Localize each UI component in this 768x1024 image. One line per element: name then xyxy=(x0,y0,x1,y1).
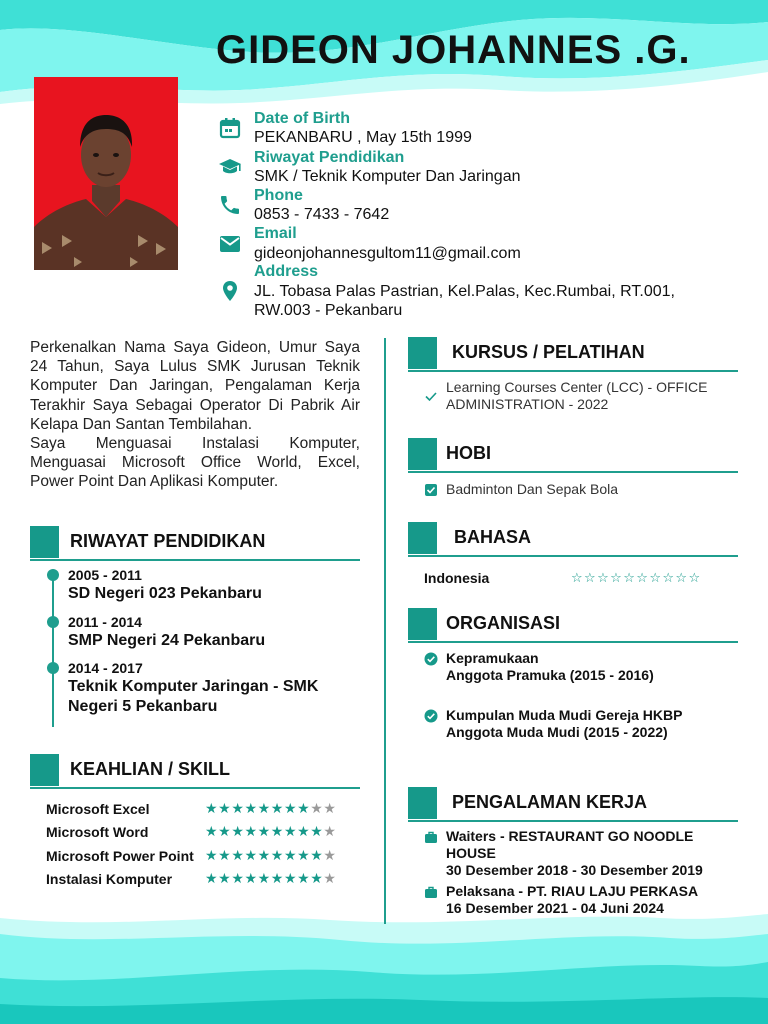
star-icon: ★ xyxy=(323,848,337,864)
education-section-header xyxy=(30,526,360,558)
star-icon: ★ xyxy=(205,871,219,887)
star-icon: ★ xyxy=(205,801,219,817)
dob-label: Date of Birth xyxy=(254,110,350,127)
star-icon: ★ xyxy=(205,848,219,864)
education-school: Teknik Komputer Jaringan - SMK Negeri 5 Pekanbaru xyxy=(68,678,319,715)
email-icon xyxy=(218,232,242,261)
skill-rating xyxy=(205,848,337,864)
skills-section-header xyxy=(30,754,360,786)
email-value[interactable]: gideonjohannesgultom11@gmail.com xyxy=(254,245,521,262)
skill-rating xyxy=(205,871,337,887)
email-label: Email xyxy=(254,225,297,242)
star-icon: ★ xyxy=(231,801,245,817)
column-divider xyxy=(384,338,386,924)
intro-text xyxy=(30,338,360,492)
star-icon: ★ xyxy=(283,848,298,864)
star-icon: ★ xyxy=(310,824,324,840)
star-icon: ★ xyxy=(218,824,232,840)
address-line-1: JL. Tobasa Palas Pastrian, Kel.Palas, Kec.Rumbai, RT.001, xyxy=(254,283,675,300)
checkbox-icon xyxy=(424,483,438,502)
skill-name: Instalasi Komputer xyxy=(46,871,173,887)
skill-name: Microsoft Power Point xyxy=(46,848,194,864)
language-title: BAHASA xyxy=(454,527,532,547)
hobby-section-header xyxy=(408,438,738,470)
education-years: 2011 - 2014 xyxy=(68,614,142,630)
phone-label: Phone xyxy=(254,187,303,204)
section-marker xyxy=(408,787,437,819)
profile-photo xyxy=(34,77,178,270)
section-marker xyxy=(408,337,437,369)
education-years: 2005 - 2011 xyxy=(68,567,142,583)
language-rating: ☆☆☆☆☆☆☆☆☆☆ xyxy=(571,571,702,586)
section-underline xyxy=(408,370,738,372)
location-pin-icon xyxy=(218,279,242,308)
section-marker xyxy=(408,438,437,470)
skill-rating xyxy=(205,801,337,817)
star-icon: ★ xyxy=(283,824,298,840)
star-icon: ★ xyxy=(257,801,271,817)
timeline-dot xyxy=(47,662,59,674)
timeline-dot xyxy=(47,569,59,581)
language-section-header xyxy=(408,522,738,554)
briefcase-icon xyxy=(424,830,438,849)
language-name: Indonesia xyxy=(424,570,490,586)
star-icon: ★ xyxy=(310,801,324,817)
hobby-text: Badminton Dan Sepak Bola xyxy=(446,481,618,497)
star-icon: ★ xyxy=(231,848,245,864)
work-period: 30 Desember 2018 - 30 Desember 2019 xyxy=(446,862,703,878)
dob-value: PEKANBARU , May 15th 1999 xyxy=(254,129,472,146)
star-icon: ★ xyxy=(270,801,284,817)
phone-icon xyxy=(218,193,242,222)
work-period: 16 Desember 2021 - 04 Juni 2024 xyxy=(446,900,664,916)
courses-title: KURSUS / PELATIHAN xyxy=(452,342,645,362)
phone-value: 0853 - 7433 - 7642 xyxy=(254,206,390,223)
star-icon: ★ xyxy=(310,871,324,887)
work-section-header xyxy=(408,787,738,819)
star-icon: ★ xyxy=(257,824,271,840)
courses-section-header xyxy=(408,337,738,369)
section-underline xyxy=(408,820,738,822)
star-icon: ★ xyxy=(297,801,311,817)
work-position: Pelaksana - PT. RIAU LAJU PERKASA xyxy=(446,883,699,899)
resume-name: GIDEON JOHANNES .G. xyxy=(216,28,691,72)
work-title: PENGALAMAN KERJA xyxy=(452,792,648,812)
star-icon: ★ xyxy=(218,801,232,817)
hobby-title: HOBI xyxy=(446,443,491,463)
organization-title: ORGANISASI xyxy=(446,613,561,633)
star-icon: ★ xyxy=(218,848,232,864)
star-icon: ★ xyxy=(244,871,258,887)
star-icon: ★ xyxy=(244,801,258,817)
star-icon: ★ xyxy=(323,801,337,817)
star-icon: ★ xyxy=(283,871,298,887)
star-icon: ★ xyxy=(270,871,284,887)
skill-rating xyxy=(205,824,337,840)
course-line-2: ADMINISTRATION - 2022 xyxy=(446,396,609,412)
intro-paragraph-2: Saya Menguasai Instalasi Komputer, Menguasai Microsoft Office World, Excel, Power Point Dan Aplikasi Komputer. xyxy=(30,435,360,491)
star-icon: ★ xyxy=(244,824,258,840)
education-label: Riwayat Pendidikan xyxy=(254,149,405,166)
star-icon: ★ xyxy=(297,824,311,840)
organization-role: Anggota Muda Mudi (2015 - 2022) xyxy=(446,724,668,740)
organization-name: Kepramukaan xyxy=(446,650,539,666)
section-marker xyxy=(408,522,437,554)
education-school: SMP Negeri 24 Pekanbaru xyxy=(68,632,266,649)
timeline-dot xyxy=(47,616,59,628)
star-icon: ★ xyxy=(257,848,271,864)
skill-name: Microsoft Excel xyxy=(46,801,150,817)
star-icon: ★ xyxy=(297,848,311,864)
star-icon: ★ xyxy=(323,824,337,840)
education-title: RIWAYAT PENDIDIKAN xyxy=(70,531,266,551)
star-icon: ★ xyxy=(270,824,284,840)
work-position: Waiters - RESTAURANT GO NOODLE xyxy=(446,828,694,844)
education-school: SD Negeri 023 Pekanbaru xyxy=(68,585,262,602)
address-label: Address xyxy=(254,263,319,280)
education-value: SMK / Teknik Komputer Dan Jaringan xyxy=(254,168,521,185)
star-icon: ★ xyxy=(231,824,245,840)
section-underline xyxy=(30,559,360,561)
section-underline xyxy=(408,555,738,557)
star-icon: ★ xyxy=(231,871,245,887)
skills-title: KEAHLIAN / SKILL xyxy=(70,759,230,779)
star-icon: ★ xyxy=(244,848,258,864)
section-marker xyxy=(30,754,59,786)
star-icon: ★ xyxy=(270,848,284,864)
star-icon: ★ xyxy=(323,871,337,887)
skill-name: Microsoft Word xyxy=(46,824,149,840)
organization-name: Kumpulan Muda Mudi Gereja HKBP xyxy=(446,707,683,723)
briefcase-icon xyxy=(424,885,438,904)
check-icon xyxy=(424,389,438,408)
star-icon: ★ xyxy=(297,871,311,887)
work-company-continued: HOUSE xyxy=(446,845,496,861)
calendar-icon xyxy=(218,116,242,145)
education-years: 2014 - 2017 xyxy=(68,660,143,676)
check-circle-icon xyxy=(424,709,438,728)
intro-paragraph-1: Perkenalkan Nama Saya Gideon, Umur Saya 24 Tahun, Saya Lulus SMK Jurusan Teknik Komputer Dan Jaringan, Pengalaman Kerja Terakhir Saya Sebagai Operator Di Pabrik Air Kelapa Dan Santan Tembilahan. xyxy=(30,339,360,433)
check-circle-icon xyxy=(424,652,438,671)
section-underline xyxy=(408,471,738,473)
timeline-line xyxy=(52,575,54,727)
section-underline xyxy=(408,641,738,643)
section-marker xyxy=(30,526,59,558)
section-marker xyxy=(408,608,437,640)
address-line-2: RW.003 - Pekanbaru xyxy=(254,302,403,319)
organization-role: Anggota Pramuka (2015 - 2016) xyxy=(446,667,654,683)
course-line-1: Learning Courses Center (LCC) - OFFICE xyxy=(446,379,708,395)
star-icon: ★ xyxy=(257,871,271,887)
star-icon: ★ xyxy=(310,848,324,864)
section-underline xyxy=(30,787,360,789)
star-icon: ★ xyxy=(283,801,298,817)
star-icon: ★ xyxy=(205,824,219,840)
star-icon: ★ xyxy=(218,871,232,887)
graduation-cap-icon xyxy=(218,155,242,184)
organization-section-header xyxy=(408,608,738,640)
